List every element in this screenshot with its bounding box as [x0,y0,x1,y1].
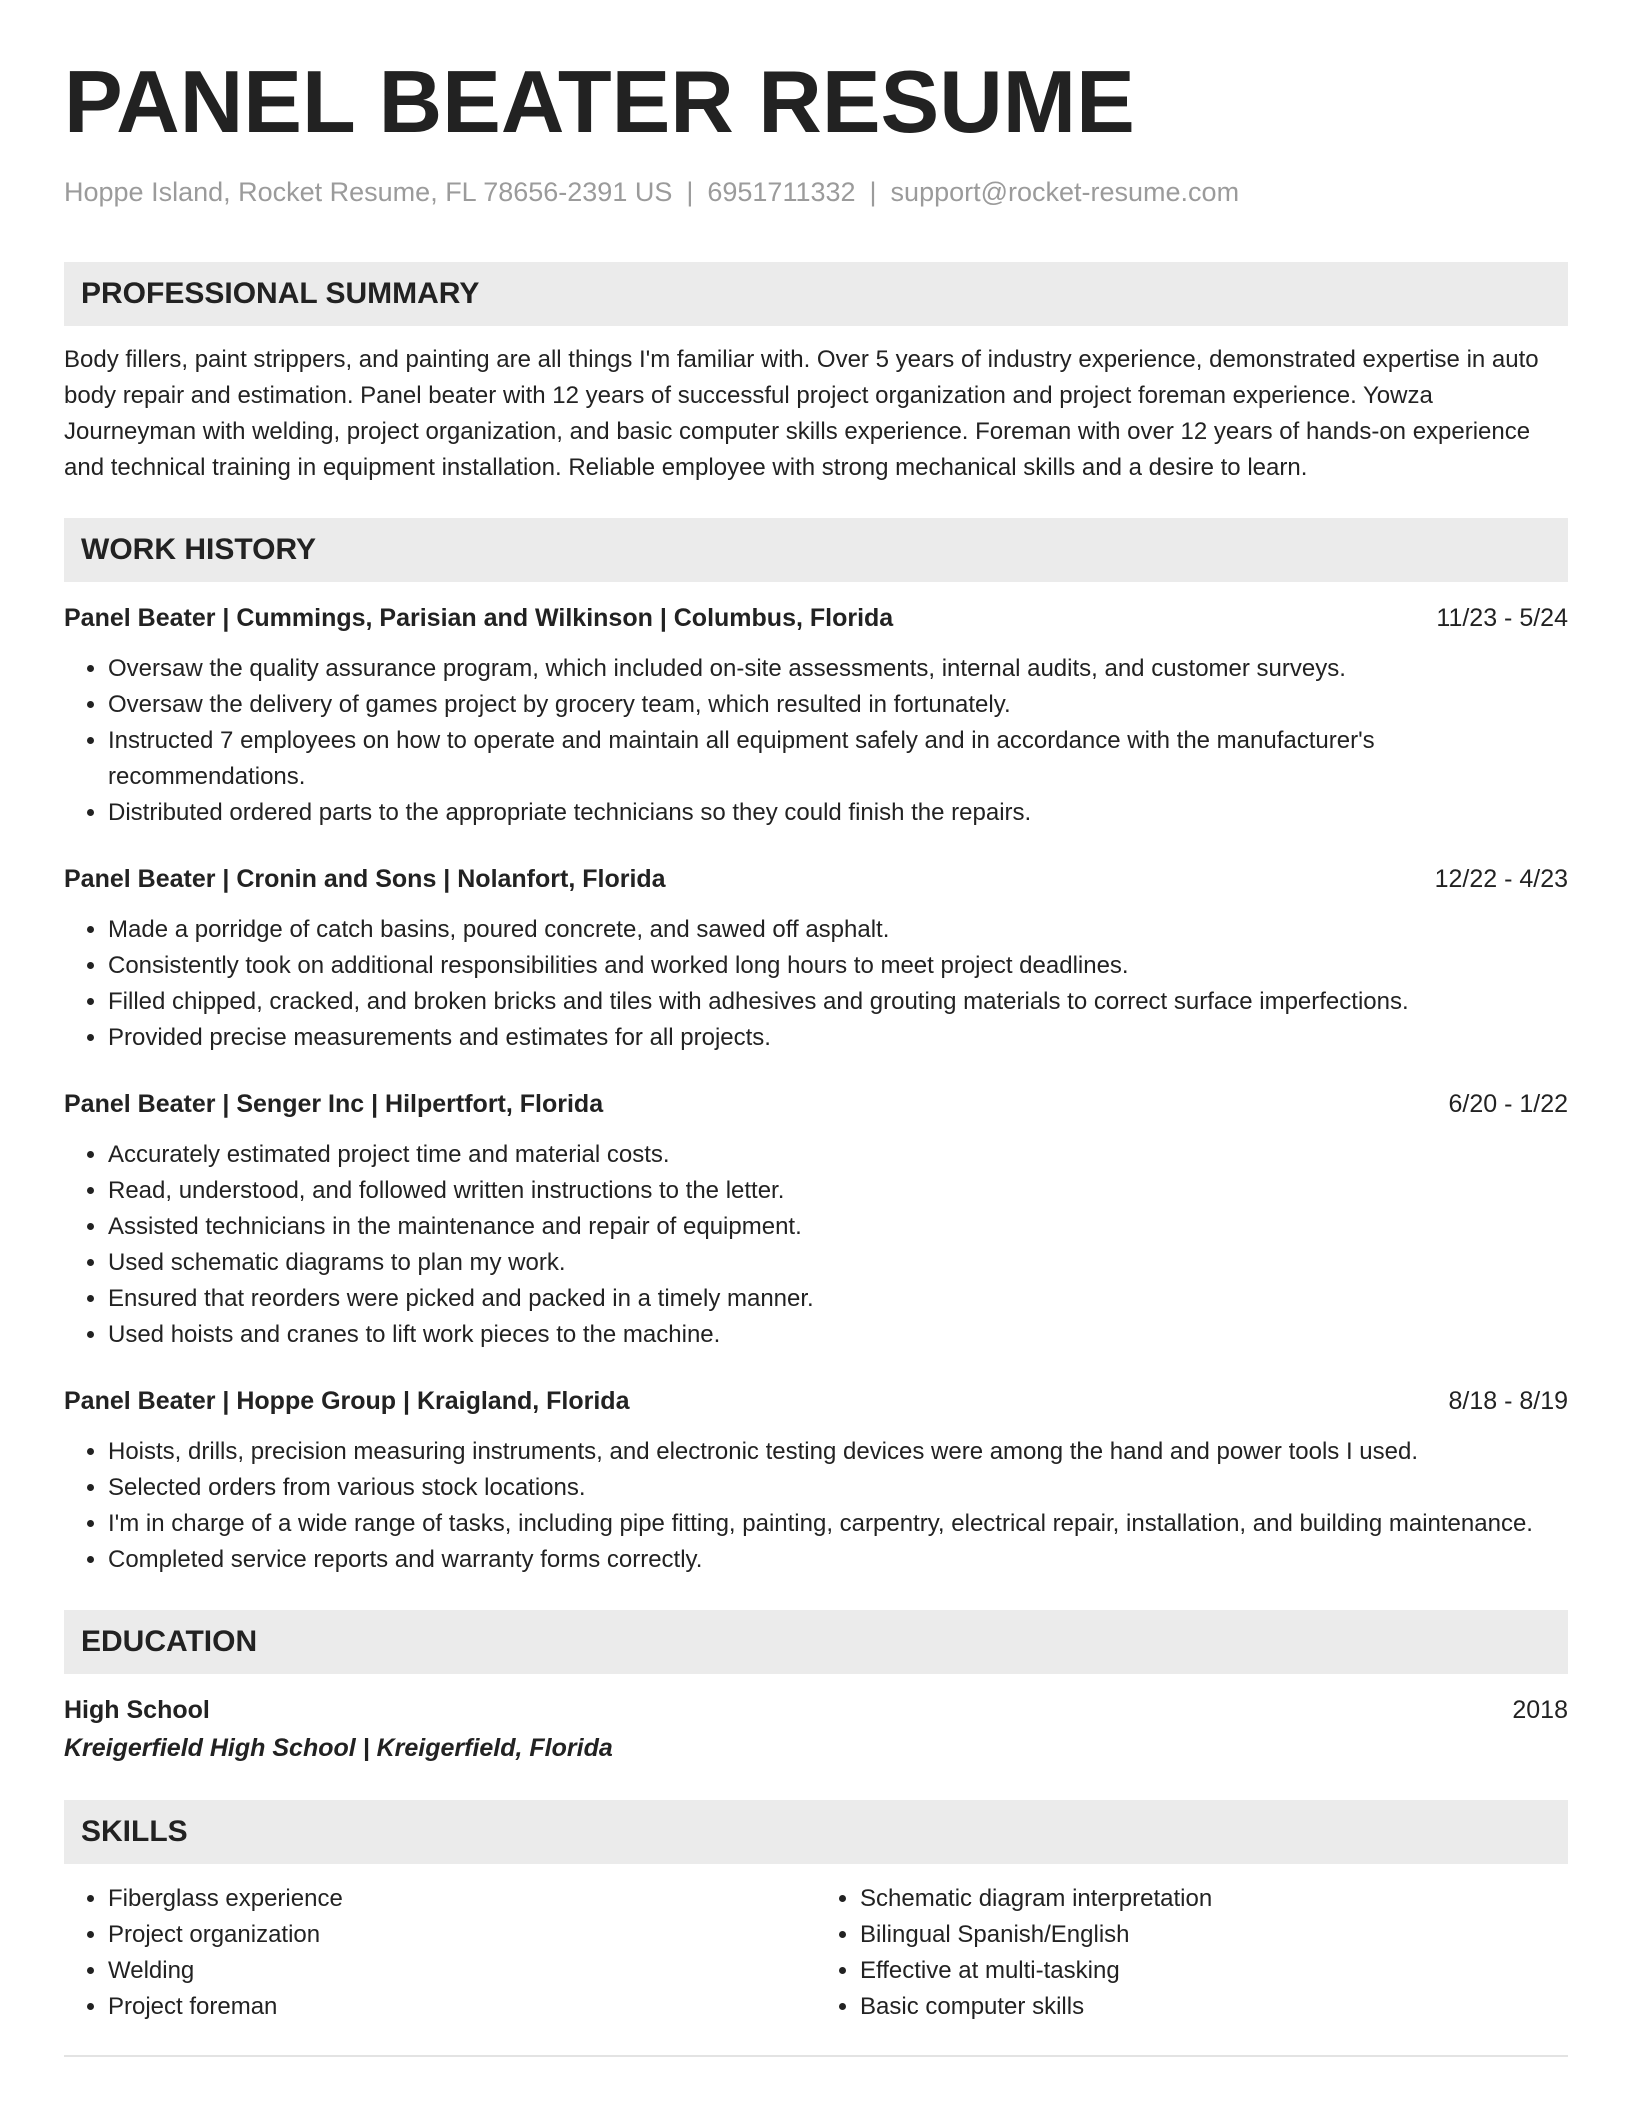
contact-phone: 6951711332 [707,177,856,207]
resume-title: PANEL BEATER RESUME [64,52,1135,151]
job-bullet: • Provided precise measurements and estimates for all projects. [108,1020,1568,1056]
section-skills [64,1800,1568,2057]
job-dates: 12/22 - 4/23 [1434,865,1568,893]
education-degree: High School [64,1696,210,1724]
job-bullet: • Assisted technicians in the maintenance and repair of equipment. [108,1209,1568,1245]
section-heading: PROFESSIONAL SUMMARY [64,262,1568,326]
section-heading: WORK HISTORY [64,518,1568,582]
job-bullet: • I'm in charge of a wide range of tasks, including pipe fitting, painting, carpentry, electrical repair, installation, and building maintenance. [108,1506,1568,1542]
job-entry [64,861,1568,1056]
skill-item: • Welding [108,1953,816,1989]
job-bullet: • Oversaw the delivery of games project by grocery team, which resulted in fortunately. [108,687,1568,723]
job-bullet: • Made a porridge of catch basins, poured concrete, and sawed off asphalt. [108,912,1568,948]
job-title: Panel Beater | Cronin and Sons | Nolanfort, Florida [64,865,666,893]
section-education [64,1610,1568,1766]
job-entry [64,600,1568,831]
skill-item: • Basic computer skills [860,1989,1568,2025]
job-entry [64,1086,1568,1353]
contact-separator: | [686,177,694,207]
job-bullet: • Used schematic diagrams to plan my work. [108,1245,1568,1281]
skill-item: • Project foreman [108,1989,816,2025]
job-bullet: • Filled chipped, cracked, and broken bricks and tiles with adhesives and grouting materials to correct surface imperfections. [108,984,1568,1020]
job-bullet: • Used hoists and cranes to lift work pieces to the machine. [108,1317,1568,1353]
skills-columns [64,1881,1568,2025]
job-bullet: • Read, understood, and followed written instructions to the letter. [108,1173,1568,1209]
skill-item: • Fiberglass experience [108,1881,816,1917]
job-title: Panel Beater | Hoppe Group | Kraigland, Florida [64,1387,630,1415]
job-header [64,861,1568,897]
job-bullet: • Selected orders from various stock locations. [108,1470,1568,1506]
job-bullet: • Accurately estimated project time and material costs. [108,1137,1568,1173]
job-dates: 6/20 - 1/22 [1448,1090,1568,1118]
contact-address: Hoppe Island, Rocket Resume, FL 78656-2391 US [64,177,673,207]
skill-item: • Bilingual Spanish/English [860,1917,1568,1953]
section-work-history [64,518,1568,1578]
job-bullet: • Completed service reports and warranty forms correctly. [108,1542,1568,1578]
job-dates: 11/23 - 5/24 [1436,604,1568,632]
job-bullet: • Oversaw the quality assurance program, which included on-site assessments, internal audits, and customer surveys. [108,651,1568,687]
job-bullet: • Distributed ordered parts to the appropriate technicians so they could finish the repairs. [108,795,1568,831]
education-year: 2018 [1512,1696,1568,1724]
section-heading: EDUCATION [64,1610,1568,1674]
contact-email: support@rocket-resume.com [890,177,1240,207]
bottom-divider [64,2055,1568,2057]
skill-item: • Project organization [108,1917,816,1953]
skill-item: • Schematic diagram interpretation [860,1881,1568,1917]
skill-item: • Effective at multi-tasking [860,1953,1568,1989]
contact-separator: | [869,177,877,207]
job-bullet: • Hoists, drills, precision measuring instruments, and electronic testing devices were among the hand and power tools I used. [108,1434,1568,1470]
job-bullet: • Consistently took on additional responsibilities and worked long hours to meet project deadlines. [108,948,1568,984]
job-bullets [64,651,1568,831]
job-title: Panel Beater | Senger Inc | Hilpertfort, Florida [64,1090,604,1118]
section-professional-summary [64,262,1568,486]
education-school: Kreigerfield High School | Kreigerfield, Florida [64,1734,613,1762]
summary-text: Body fillers, paint strippers, and painting are all things I'm familiar with. Over 5 years of industry experience, demonstrated expertise in auto body repair and estimation. Panel beater with 12 years of successful project organization and project foreman experience. Yowza Journeyman with welding, project organization, and basic computer skills experience. Foreman with over 12 years of hands-on experience and technical training in equipment installation. Reliable employee with strong mechanical skills and a desire to learn. [64,346,1539,481]
job-bullets [64,912,1568,1056]
job-header [64,1383,1568,1419]
skills-list-right [816,1881,1568,2025]
education-header [64,1692,1568,1728]
education-entry [64,1692,1568,1766]
job-header [64,1086,1568,1122]
job-bullet: • Instructed 7 employees on how to operate and maintain all equipment safely and in accordance with the manufacturer's recommendations. [108,723,1568,795]
contact-line [64,174,1568,210]
section-heading: SKILLS [64,1800,1568,1864]
skills-list-left [64,1881,816,2025]
job-dates: 8/18 - 8/19 [1448,1387,1568,1415]
job-bullets [64,1434,1568,1578]
job-entry [64,1383,1568,1578]
job-title: Panel Beater | Cummings, Parisian and Wilkinson | Columbus, Florida [64,604,894,632]
job-bullet: • Ensured that reorders were picked and packed in a timely manner. [108,1281,1568,1317]
job-header [64,600,1568,636]
job-bullets [64,1137,1568,1353]
